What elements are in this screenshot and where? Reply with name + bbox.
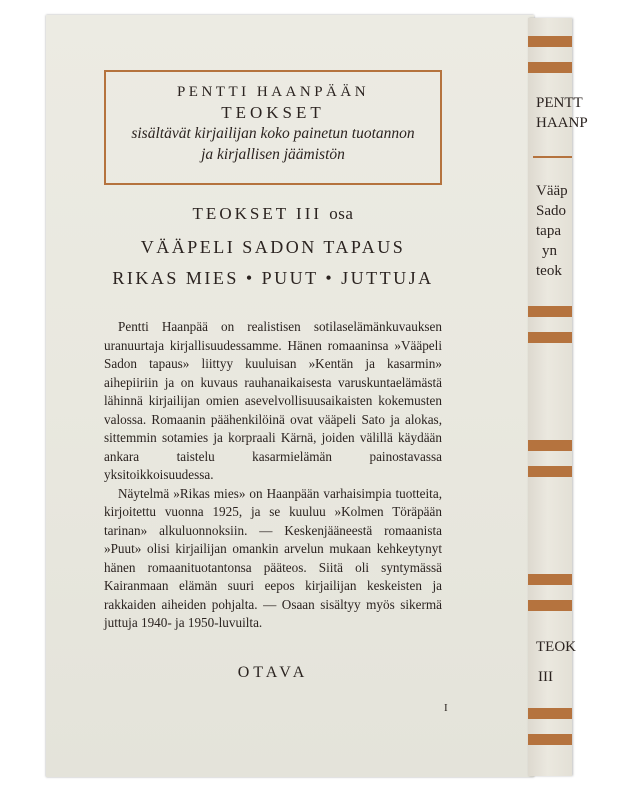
spine-volume: III [538,669,553,685]
spine-stripe [528,62,572,73]
spine-stripe [528,708,572,719]
spine-author-1: PENTT [536,95,583,111]
book-title-line-1: VÄÄPELI SADON TAPAUS [140,237,406,257]
volume-label: TEOKSET III [192,204,323,223]
blurb-paragraph-2: Näytelmä »Rikas mies» on Haanpään varhaisimpia tuotteita, kirjoitettu vuonna 1925, ja se kuuluu »Kolmen Töräpään tarinan» alkuluonnoksiin. — Keskenjääneestä romaanista »Puut» olisi kirjailijan omankin arvelun mukaan kehkeytynyt hänen romaanituotantonsa pääteos. Siitä oli syntymässä Kairanmaan elämän suuri eepos kirjailijan keskeisten ja rakkaiden aiheiden pohjalta. — Osaan sisältyy myös sikermä juttuja 1940- ja 1950-luvuilta. [104,485,442,630]
spine-stripe [528,306,572,317]
volume-heading [104,204,442,224]
spine-stripe [528,734,572,745]
spine-series: TEOK [536,639,576,655]
series-subtitle-line-1: sisältävät kirjailijan koko painetun tuotannon [131,125,415,142]
series-subtitle-line-2: ja kirjallisen jäämistön [201,146,345,163]
spine-stripe [528,574,572,585]
spine-title-1: Vääp [536,183,568,199]
blurb-text [104,318,442,633]
series-title: TEOKSET [221,103,325,122]
spine-author-2: HAANP [536,115,588,131]
blurb-paragraph-1: Pentti Haanpää on realistisen sotilaselämänkuvauksen uranuurtaja kirjallisuudessamme. Hänen romaaninsa »Vääpeli Sadon tapaus» liittyy kuuluisan »Kentän ja kasarmin» aihepiiriin ja on kuvaus rauhanaikaisesta varuskuntaelämästä lähinnä kirjailijan omien asevelvollisuusaikaisten kokemusten valossa. Romaanin päähenkilöinä ovat vääpeli Sato ja alokas, sittemmin sotamies ja korpraali Kärnä, joiden välillä käydään ankara taistelu kasarmielämän painostavassa yksitoikkoisuudessa. [104,319,442,482]
spine-stripe [528,36,572,47]
book-spine [528,18,588,776]
spine-title-4: yn [542,243,557,259]
spine-title-5: teok [536,263,562,279]
series-info-box [104,70,442,185]
spine-stripe [528,332,572,343]
spine-stripe [528,466,572,477]
book-title-line-2: RIKAS MIES • PUUT • JUTTUJA [112,268,434,288]
spine-title-2: Sado [536,203,566,219]
spine-title-3: tapa [536,223,561,239]
spine-separator [533,156,572,158]
spine-stripe [528,440,572,451]
author-name: PENTTI HAANPÄÄN [176,84,370,100]
page-number: I [444,702,448,714]
spine-stripe [528,600,572,611]
publisher-name: OTAVA [237,664,309,681]
volume-osa: osa [329,204,354,223]
